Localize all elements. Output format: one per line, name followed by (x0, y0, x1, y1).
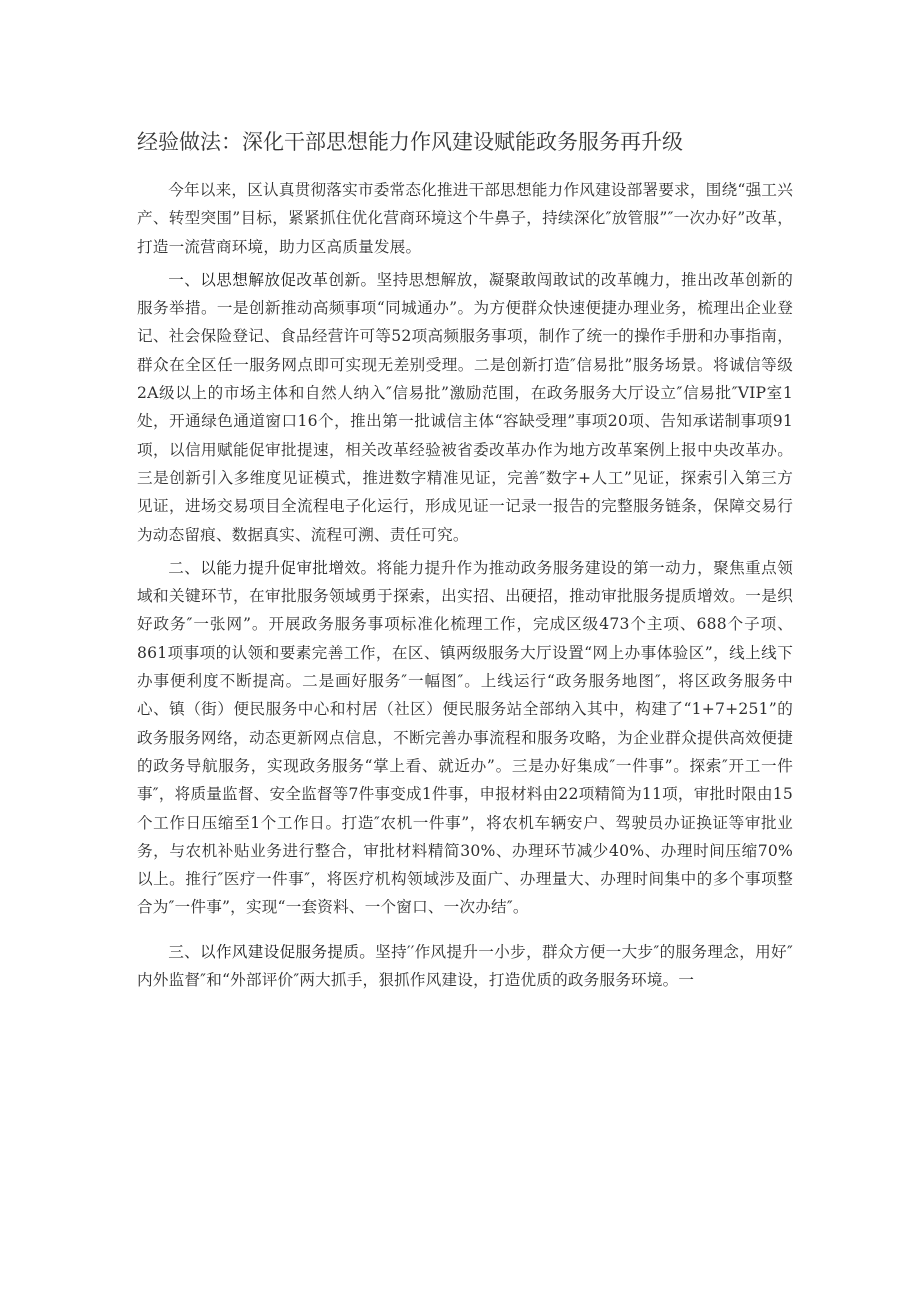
paragraph-text: 坚持思想解放，凝聚敢闯敢试的改革魄力，推出改革创新的服务举措。一是创新推动高频事项“同城通办”。为方便群众快速便捷办理业务，梳理出企业登记、社会保险登记、食品经营许可等52项高频服务事项，制作了统一的操作手册和办事指南，群众在全区任一服务网点即可实现无差别受理。二是创新打造″信易批”服务场景。将诚信等级2A级以上的市场主体和自然人纳入″信易批”激励范围，在政务服务大厅设立″信易批″VIP室1处，开通绿色通道窗口16个，推出第一批诚信主体“容缺受理”事项20项、告知承诺制事项91项，以信用赋能促审批提速，相关改革经验被省委改革办作为地方改革案例上报中央改革办。三是创新引入多维度见证模式，推进数字精准见证，完善″数字+人工”见证，探索引入第三方见证，进场交易项目全流程电子化运行，形成见证一记录一报告的完整服务链条，保障交易行为动态留痕、数据真实、流程可溯、责任可究。 (137, 270, 794, 544)
section-two-paragraph (137, 554, 793, 922)
paragraph-text: 今年以来，区认真贯彻落实市委常态化推进干部思想能力作风建设部署要求，围绕“强工兴产、转型突围”目标，紧紧抓住优化营商环境这个牛鼻子，持续深化″放管服”″一次办好”改革，打造一流营商环境，助力区高质量发展。 (137, 181, 793, 256)
document-title: 经验做法：深化干部思想能力作风建设赋能政务服务再升级 (137, 130, 683, 154)
section-one-paragraph (137, 266, 793, 549)
intro-paragraph (137, 176, 793, 261)
document-body (137, 176, 793, 999)
section-heading: 一、以思想解放促改革创新。 (168, 270, 377, 289)
paragraph-text: 坚持′′作风提升一小步，群众方便一大步″的服务理念，用好″内外监督″和“外部评价″两大抓手，狠抓作风建设，打造优质的政务服务环境。一 (137, 942, 793, 990)
section-three-paragraph (137, 938, 793, 995)
section-heading: 三、以作风建设促服务提质。 (168, 942, 376, 961)
section-heading: 二、以能力提升促审批增效。 (168, 558, 377, 577)
paragraph-text: 将能力提升作为推动政务服务建设的第一动力，聚焦重点领域和关键环节，在审批服务领域勇于探索，出实招、出硬招，推动审批服务提质增效。一是织好政务″一张网”。开展政务服务事项标准化梳理工作，完成区级473个主项、688个子项、861项事项的认领和要素完善工作，在区、镇两级服务大厅设置“网上办事体验区”，线上线下办事便利度不断提高。二是画好服务″一幅图″。上线运行“政务服务地图″，将区政务服务中心、镇（街）便民服务中心和村居（社区）便民服务站全部纳入其中，构建了“1+7+251”的政务服务网络，动态更新网点信息，不断完善办事流程和服务攻略，为企业群众提供高效便捷的政务导航服务，实现政务服务“掌上看、就近办”。三是办好集成″一件事”。探索″开工一件事″，将质量监督、安全监督等7件事变成1件事，申报材料由22项精简为11项，审批时限由15个工作日压缩至1个工作日。打造″农机一件事”，将农机车辆安户、驾驶员办证换证等审批业务，与农机补贴业务进行整合，审批材料精简30%、办理环节减少40%、办理时间压缩70%以上。推行″医疗一件事″，将医疗机构领域涉及面广、办理量大、办理时间集中的多个事项整合为″一件事”，实现“一套资料、一个窗口、一次办结″。 (137, 558, 794, 917)
